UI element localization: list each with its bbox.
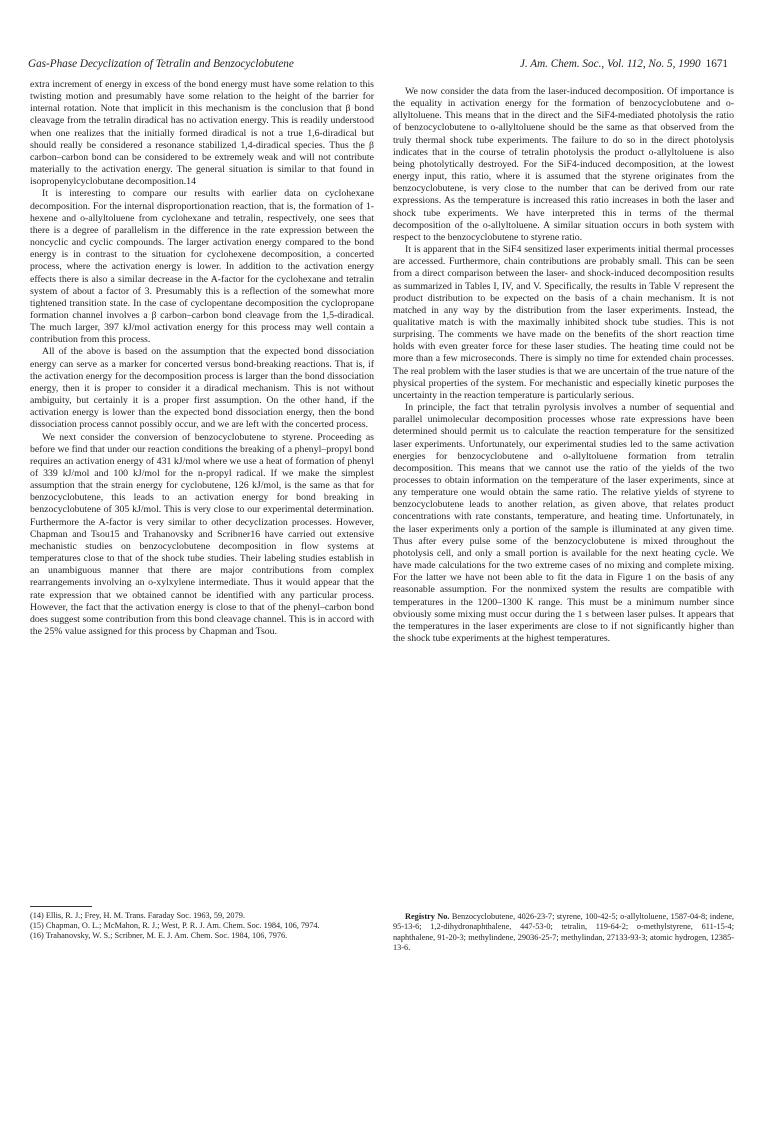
footnote-rule (30, 906, 92, 907)
paragraph: It is interesting to compare our results with earlier data on cyclohexane decomposition. For the internal disproportionation reaction, that is, the formation of 1-hexene and o-allyltoluene from cyclohexane and tetralin, respectively, one sees that there is a degree of parallelism in the difference in the rate expression between the noncyclic and cyclic compounds. The larger activation energy compared to the bond energy is in contrast to the situation for cyclohexene decomposition, a concerted process, where the activation energy is lower. In addition to the activation energy effects there is also a similar decrease in the A-factor for the cyclohexane and tetralin system of about a factor of 3. Presumably this is a reflection of the somewhat more tightened transition state. In the case of cyclopentane decomposition the cyclopropane formation channel involves a β carbon–carbon bond cleavage from the 1,5-diradical. The much larger, 397 kJ/mol activation energy for this process may well contain a contribution from this process. (30, 188, 374, 346)
paragraph: We next consider the conversion of benzocyclobutene to styrene. Proceeding as before we find that under our reaction conditions the breaking of a phenyl–propyl bond requires an activation energy of 431 kJ/mol where we use a heat of formation of phenyl of 339 kJ/mol and 100 kJ/mol for the n-propyl radical. If we make the simplest assumption that the strain energy for cyclobutene, 126 kJ/mol, is the same as that for benzocyclobutene, this leads to an activation energy for bond breaking in benzocyclobutene of 305 kJ/mol. This is very close to our experimental determination. Furthermore the A-factor is very similar to other decyclization processes. However, Chapman and Tsou15 and Trahanovsky and Scribner16 have carried out extensive mechanistic studies on benzocyclobutene decomposition in flow systems at temperatures close to that of the shock tube studies. Their labeling studies establish in an unambiguous manner that there are major contributions from complex rearrangements involving an o-xylxylene intermediate. Thus it would appear that the rate expression that we obtained cannot be identified with any particular process. However, the fact that the activation energy is close to that of the phenyl–carbon bond does suggest some contribution from this bond cleavage channel. This is in accord with the 25% value assigned for this process by Chapman and Tsou. (30, 431, 374, 638)
header-article-title: Gas-Phase Decyclization of Tetralin and Benzocyclobutene (28, 58, 294, 70)
paragraph: All of the above is based on the assumption that the expected bond dissociation energy can serve as a marker for concerted versus bond-breaking reactions. That is, if the activation energy for the decomposition process is larger than the bond dissociation energy, then it is proper to consider it a diradical mechanism. This is not without ambiguity, but certainly it is a proper first assumption. On the other hand, if the activation energy is lower than the expected bond dissociation energy, then the bond dissociation process cannot possibly occur, and we are left with the concerted process. (30, 346, 374, 431)
page-number: 1671 (705, 58, 728, 70)
paragraph: It is apparent that in the SiF4 sensitized laser experiments initial thermal processes are accessed. Furthermore, chain contributions are probably small. This can be seen from a direct comparison between the laser- and shock-induced decomposition results as summarized in Tables I, IV, and V. Specifically, the results in Table V represent the product distribution to be expected on the basis of a chain mechanism. It is not matched in any way by the distribution from the laser experiments. Instead, the qualitative match is with the maximally inhibited shock tube studies. This is not surprising. The comments we have made on the benefits of the short reaction time holds with even greater force for these laser studies. The heating time could not be more than a few microseconds. There is simply no time for extended chain processes. The real problem with the laser studies is that we are uncertain of the true nature of the physical properties of the system. For mechanistic and especially kinetic purposes the uncertainty in the reaction temperature is particularly serious. (393, 244, 734, 401)
reference-16: (16) Trahanovsky, W. S.; Scribner, M. E. J. Am. Chem. Soc. 1984, 106, 7976. (30, 931, 288, 941)
footnote-references (30, 906, 374, 942)
reference-15: (15) Chapman, O. L.; McMahon, R. J.; West, P. R. J. Am. Chem. Soc. 1984, 106, 7974. (30, 921, 320, 931)
header-journal-citation (520, 58, 728, 70)
registry-text: Benzocyclobutene, 4026-23-7; styrene, 100-42-5; o-allyltoluene, 1587-04-8; indene, 95-13-6; 1,2-dihydronaphthalene, 447-53-0; tetralin, 119-64-2; o-methylstyrene, 611-15-4; naphthalene, 91-20-3; methylindene, 29036-25-7; methylindan, 27133-93-3; atomic hydrogen, 12385-13-6. (393, 912, 734, 952)
header-journal: J. Am. Chem. Soc., Vol. 112, No. 5, 1990 (519, 58, 701, 70)
left-column (30, 79, 374, 638)
registry-numbers (393, 912, 734, 953)
reference-14: (14) Ellis, R. J.; Frey, H. M. Trans. Faraday Soc. 1963, 59, 2079. (30, 911, 245, 920)
paragraph: In principle, the fact that tetralin pyrolysis involves a number of sequential and parallel unimolecular decomposition processes whose rate expressions have been determined should permit us to calculate the reaction temperature for the sensitized laser experiments. Unfortunately, our experimental studies led to the same activation energies for benzocyclobutene and o-allyltoluene formation from tetralin decomposition. This means that we cannot use the ratio of the yields of the two processes to obtain information on the temperature of the laser experiments, since at any temperature one would obtain the same ratio. The relative yields of styrene to benzocyclobutene leads to another relation, as given above, that relates product concentrations with rate constants, temperature, and heating time. Unfortunately, in the laser experiments only a portion of the sample is illuminated at any given time. Thus after every pulse some of the benzocyclobutene is mixed throughout the photolysis cell, and only a small portion is available for the next heating cycle. We have made calculations for the two extreme cases of no mixing and complete mixing. For the latter we have not been able to fit the data in Figure 1 on the basis of any reasonable assumption. For the nonmixed system the results are compatible with temperatures in the 1200–1300 K range. This must be a minimum number since obviously some mixing must occur during the 1 s between laser pulses. It appears that the temperatures in the laser experiments are close to if not significantly higher than the shock tube experiments at the highest temperatures. (393, 402, 734, 645)
right-column (393, 86, 734, 645)
running-header (28, 58, 728, 74)
registry-label: Registry No. (405, 912, 450, 921)
paragraph: We now consider the data from the laser-induced decomposition. Of importance is the equality in activation energy for the formation of benzocyclobutene and o-allyltoluene. This means that in the direct and the SiF4-mediated photolysis the ratio of benzocyclobutene to o-allyltoluene should be the same as that observed from the truly thermal shock tube experiments. The failure to do so in the direct photolysis indicates that in the course of tetralin photolysis the product o-allyltoluene is also being photolytically destroyed. For the SiF4-induced decomposition, at the lowest energy input, this ratio, where it is assumed that the styrene originates from the benzocyclobutene, is very close to the number that can be derived from our rate expressions. As the temperature is increased this ratio increases in both the laser and shock tube experiments. We have interpreted this in terms of the thermal decomposition of the o-allyltoluene. A similar situation occurs in both system with respect to the benzocyclobutene to styrene ratio. (393, 86, 734, 243)
paragraph: extra increment of energy in excess of the bond energy must have some relation to this twisting motion and presumably have some relation to the height of the barrier for internal rotation. Note that implicit in this mechanism is the conclusion that β bond cleavage from the tetralin diradical has no activation energy. This is readily understood when one realizes that the initially formed diradical is not a true 1,6-diradical but should really be considered a resonance stabilized 1,4-diradical species. Thus the β carbon–carbon bond can be considered to be extremely weak and will not contribute materially to the activation energy. The general situation is similar to that found in isopropenylcyclobutane decomposition.14 (30, 79, 374, 188)
